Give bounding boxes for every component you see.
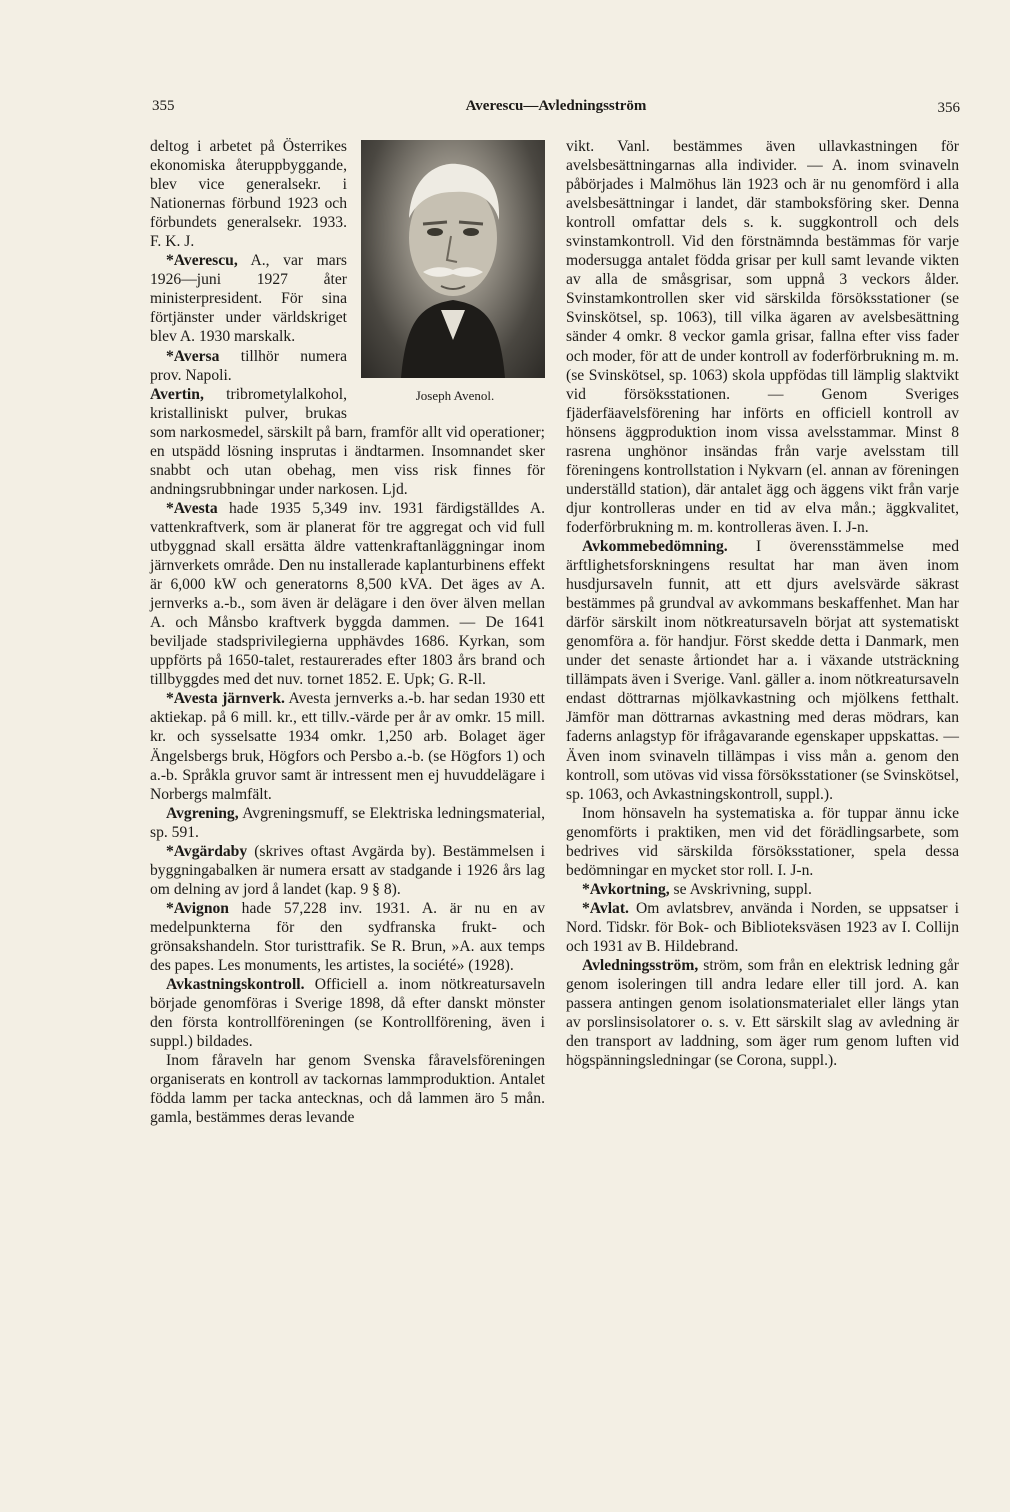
entry-avlat: *Avlat. Om avlatsbrev, använda i Norden, se uppsatser i Nord. Tidskr. för Bok- och Biblioteksväsen 1923 av I. Collijn och 1931 av B. Hildebrand. [566, 899, 959, 955]
entry-avledningsstrom: Avledningsström, ström, som från en elektrisk ledning går genom isoleringen till andra ledare eller till jord. A. kan passera antingen genom isolationsmaterialet eller längs ytan av porslinsisolatorer o. s. v. Ett särskilt slag av avledning är den transport av laddning, som äger rum genom luften vid högspänningsledningar (se Corona, suppl.). [566, 957, 959, 1070]
entry-avgardaby: *Avgärdaby (skrives oftast Avgärda by). Bestämmelsen i byggningabalken är numera ersatt av stadgande i 1926 års lag om delning av jord å landet (kap. 9 § 8). [150, 842, 545, 898]
running-header [152, 98, 960, 120]
right-column [566, 137, 959, 1070]
entry-avesta-jarnverk: *Avesta järnverk. Avesta jernverks a.-b. har sedan 1930 ett aktiekap. på 6 mill. kr., ett tillv.-värde per år av omkr. 15 mill. kr. och sysselsatte 1934 omkr. 1,250 arb. Bolaget äger Ängelsbergs bruk, Högfors och Persbo a.-b. (se Högfors 1) och a.-b. Språkla gruvor samt är intressent men ej huvuddelägare i Norbergs malmfält. [150, 690, 545, 803]
portrait-photo [361, 140, 545, 378]
entry-continuation: deltog i arbetet på Österrikes ekonomiska återuppbyggande, blev vice generalsekr. i Nationernas förbund 1923 och förbundets generalsekr. 1933. F. K. J. [150, 138, 347, 251]
entry-continuation-right: vikt. Vanl. bestämmes även ullavkastningen för avelsbesättningarnas alla individer. — A. inom svinaveln påbörjades i Malmöhus län 1923 och är nu genomförd i alla avelsbesättningar i landet, där stamboksföring sker. Denna kontroll omfattar dels s. k. suggkontroll och dels svinstamkontroll. Vid den förstnämnda bestämmas för varje modersugga antalet födda grisar per kull samt levande vikten av alla de småsgrisar, som uppnå 3 veckors ålder. Svinstamkontrollen sker vid särskilda försöksstationer (se Svinskötsel, sp. 1063), till vilka ägaren av avelsbesättning sänder 4 omkr. 8 veckor gamla grisar, fallna efter viss fader och moder, för att de under kontroll av foderförbrukning m. m. (se Svinskötsel, sp. 1063) skola uppfödas till lämplig slaktvikt vid försöksstationen. — Genom Sveriges fjäderfäavelsförening har införts en officiell kontroll av hönsens äggproduktion inom vissa avelsstammar. Minst 8 rasrena unghönor insändas från varje avelsstam till föreningens kontrollstation i Nykvarn (el. annan av föreningen underställd station), där antalet ägg och äggens vikt från varje djur kontrolleras under en tid av elva mån.; äggkvalitet, foderförbrukning m. m. kontrolleras även. I. J-n. [566, 138, 959, 536]
portrait-caption: Joseph Avenol. [415, 388, 495, 403]
entry-avkortning: *Avkortning, se Avskrivning, suppl. [582, 880, 812, 898]
portrait-figure [355, 140, 545, 418]
entry-avkommebedomning: Avkommebedömning. I överensstämmelse med ärftlighetsforskningens resultat har man även inom husdjursaveln funnit, att ett djurs avelsvärde säkrast bestämmes på grundval av avkommans beskaffenhet. Man har därför särskilt inom nötkreatursaveln börjat att systematiskt genomföra a. för handjur. Först skedde detta i Danmark, men under det senaste årtiondet har a. i växande utsträckning tillämpats även i Sverige. Vanl. gäller a. inom nötkreatursaveln endast döttrarnas mjölkavkastning och mjölkens fetthalt. Jämför man döttrarnas avkastning med deras mödrars, kan faderns anlagstyp för ifrågavarande egenskaper uppskattas. — Även inom svinaveln tillämpas i viss mån a. genom den kontroll, som utövas vid vissa försöksstationer (se Svinskötsel, sp. 1063, och Avkastningskontroll, suppl.). [566, 537, 959, 803]
entry-avkastningskontroll-cont: Inom fåraveln har genom Svenska fåravelsföreningen organiserats en kontroll av tackornas lammproduktion. Antalet födda lamm per tacka antecknas, och då lammen äro 5 mån. gamla, bestämmes deras levande [150, 1052, 545, 1127]
entry-avertin: Avertin, tribrometylalkohol, kristalliniskt pulver, brukas som narkosmedel, särskilt på barn, framför allt vid operationer; en utspädd lösning insprutas i ändtarmen. Insomnandet sker snabbt och utan obehag, men viss risk finnes för andningsrubbningar under narkosen. Ljd. [150, 385, 545, 498]
entry-avesta: *Avesta hade 1935 5,349 inv. 1931 färdigställdes A. vattenkraftverk, som är planerat för tre aggregat och vid full utbyggnad skall ersätta äldre vattenkraftanläggningar inom järnverkets område. Den nu installerade kaplanturbinens effekt är 6,000 kW och generatorns 8,500 kVA. Det äges av A. jernverks a.-b., som även är delägare i den över älven mellan A. och Månsbo kraftverk byggda dammen. — De 1641 beviljade stadsprivilegierna upphävdes 1686. Kyrkan, som uppförts på 1650-talet, restaurerades efter 1803 års brand och tillbyggdes med det nuv. tornet 1852. E. Upk; G. R-ll. [150, 499, 545, 689]
entry-avkommebedomning-cont: Inom hönsaveln ha systematiska a. för tuppar ännu icke genomförts i praktiken, men vid det förädlingsarbete, som bedrives vid särskilda försöksstationer, spela dessa bedömningar en mycket stor roll. I. J-n. [566, 804, 959, 879]
page-number-left: 355 [152, 98, 175, 114]
entry-avgrening: Avgrening, Avgreningsmuff, se Elektriska ledningsmaterial, sp. 591. [150, 804, 545, 841]
running-title: Averescu—Avledningsström [465, 98, 647, 114]
page-number-right: 356 [937, 100, 960, 116]
entry-aversa: *Aversa tillhör numera prov. Napoli. [150, 347, 347, 384]
entry-averescu: *Averescu, A., var mars 1926—juni 1927 åter ministerpresident. För sina förtjänster under världskriget blev A. 1930 marskalk. [150, 252, 347, 346]
entry-avignon: *Avignon hade 57,228 inv. 1931. A. är nu en av medelpunkterna för den sydfranska frukt- och grönsakshandeln. Stor turisttrafik. Se R. Brun, »A. aux temps des papes. Les monuments, les artistes, la société» (1928). [150, 899, 545, 975]
portrait-drawing [361, 140, 545, 378]
entry-avkastningskontroll: Avkastningskontroll. Officiell a. inom nötkreatursaveln började genomföras i Sverige 1898, då efter danskt mönster den första kontrollföreningen (se Kontrollförening, även i suppl.) bildades. [150, 976, 545, 1051]
left-column [150, 137, 545, 1127]
